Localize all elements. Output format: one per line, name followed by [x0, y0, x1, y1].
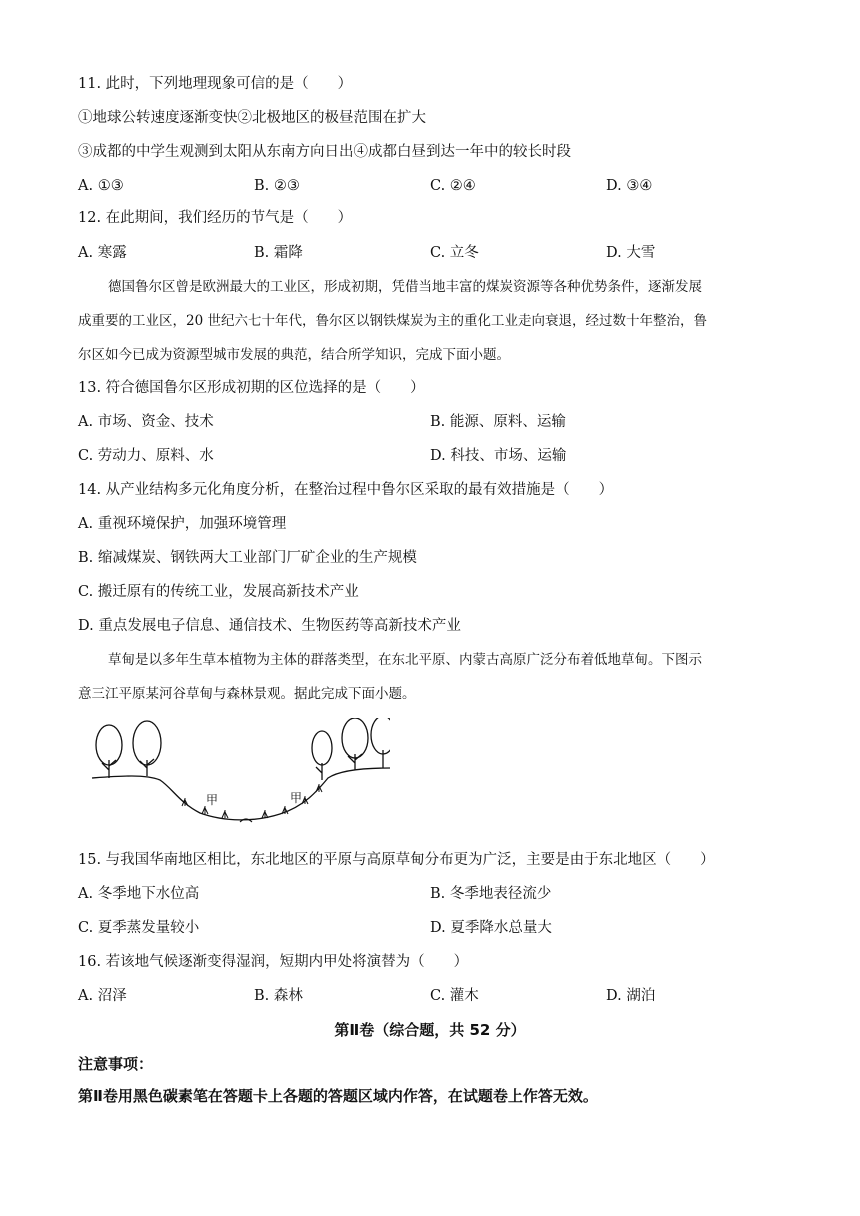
passage2-line-1: 草甸是以多年生草本植物为主体的群落类型，在东北平原、内蒙古高原广泛分布着低地草甸。下图示: [108, 652, 702, 668]
tree-icon: [342, 718, 368, 770]
passage2-line-2: 意三江平原某河谷草甸与森林景观。据此完成下面小题。: [78, 686, 416, 702]
q13-stem: 13. 符合德国鲁尔区形成初期的区位选择的是（ ）: [78, 380, 425, 396]
q13-option-d: D. 科技、市场、运输: [430, 448, 567, 464]
label-jia-left: 甲: [206, 793, 219, 807]
notice-text: 第Ⅱ卷用黑色碳素笔在答题卡上各题的答题区域内作答，在试题卷上作答无效。: [78, 1087, 598, 1105]
passage1-line-3: 尔区如今已成为资源型城市发展的典范，结合所学知识，完成下面小题。: [78, 347, 510, 363]
tree-icon: [371, 718, 390, 768]
q11-statement-line-1: ①地球公转速度逐渐变快②北极地区的极昼范围在扩大: [78, 110, 426, 126]
tree-icon: [96, 725, 122, 778]
q14-option-d: D. 重点发展电子信息、通信技术、生物医药等高新技术产业: [78, 618, 461, 634]
q11-option-a: A. ①③: [78, 178, 124, 194]
tree-icon: [312, 731, 332, 780]
notice-title: 注意事项：: [78, 1055, 154, 1073]
q11-option-b: B. ②③: [254, 178, 300, 194]
q12-stem: 12. 在此期间，我们经历的节气是（ ）: [78, 210, 353, 226]
section2-title: 第Ⅱ卷（综合题，共 52 分）: [334, 1021, 526, 1039]
q15-option-a: A. 冬季地下水位高: [78, 886, 200, 902]
q15-stem: 15. 与我国华南地区相比，东北地区的平原与高原草甸分布更为广泛，主要是由于东北地区（ ）: [78, 852, 715, 868]
q11-statement-line-2: ③成都的中学生观测到太阳从东南方向日出④成都白昼到达一年中的较长时段: [78, 144, 571, 160]
q11-option-c: C. ②④: [430, 178, 476, 194]
passage1-line-1: 德国鲁尔区曾是欧洲最大的工业区，形成初期，凭借当地丰富的煤炭资源等各种优势条件，逐渐发展: [108, 279, 702, 295]
tree-icon: [133, 721, 161, 776]
q11-stem: 11. 此时，下列地理现象可信的是（ ）: [78, 76, 353, 92]
q16-option-b: B. 森林: [254, 988, 303, 1004]
valley-meadow-figure: [90, 718, 390, 838]
q16-option-a: A. 沼泽: [78, 988, 127, 1004]
q14-option-c: C. 搬迁原有的传统工业，发展高新技术产业: [78, 584, 359, 600]
q15-option-b: B. 冬季地表径流少: [430, 886, 552, 902]
q16-option-d: D. 湖泊: [606, 988, 656, 1004]
q12-option-d: D. 大雪: [606, 245, 656, 261]
q13-option-c: C. 劳动力、原料、水: [78, 448, 214, 464]
q13-option-a: A. 市场、资金、技术: [78, 414, 214, 430]
q12-option-a: A. 寒露: [78, 245, 127, 261]
q11-option-d: D. ③④: [606, 178, 653, 194]
q14-stem: 14. 从产业结构多元化角度分析，在整治过程中鲁尔区采取的最有效措施是（ ）: [78, 482, 614, 498]
q13-option-b: B. 能源、原料、运输: [430, 414, 566, 430]
passage1-line-2: 成重要的工业区，20 世纪六七十年代，鲁尔区以钢铁煤炭为主的重化工业走向衰退，经过数十年整治，鲁: [78, 313, 707, 329]
q16-option-c: C. 灌木: [430, 988, 479, 1004]
q14-option-b: B. 缩减煤炭、钢铁两大工业部门厂矿企业的生产规模: [78, 550, 417, 566]
q12-option-b: B. 霜降: [254, 245, 303, 261]
q16-stem: 16. 若该地气候逐渐变得湿润，短期内甲处将演替为（ ）: [78, 954, 469, 970]
q12-option-c: C. 立冬: [430, 245, 479, 261]
label-jia-right: 甲: [290, 791, 303, 805]
valley-terrain: [92, 768, 390, 820]
q15-option-d: D. 夏季降水总量大: [430, 920, 552, 936]
q14-option-a: A. 重视环境保护，加强环境管理: [78, 516, 287, 532]
q15-option-c: C. 夏季蒸发量较小: [78, 920, 200, 936]
